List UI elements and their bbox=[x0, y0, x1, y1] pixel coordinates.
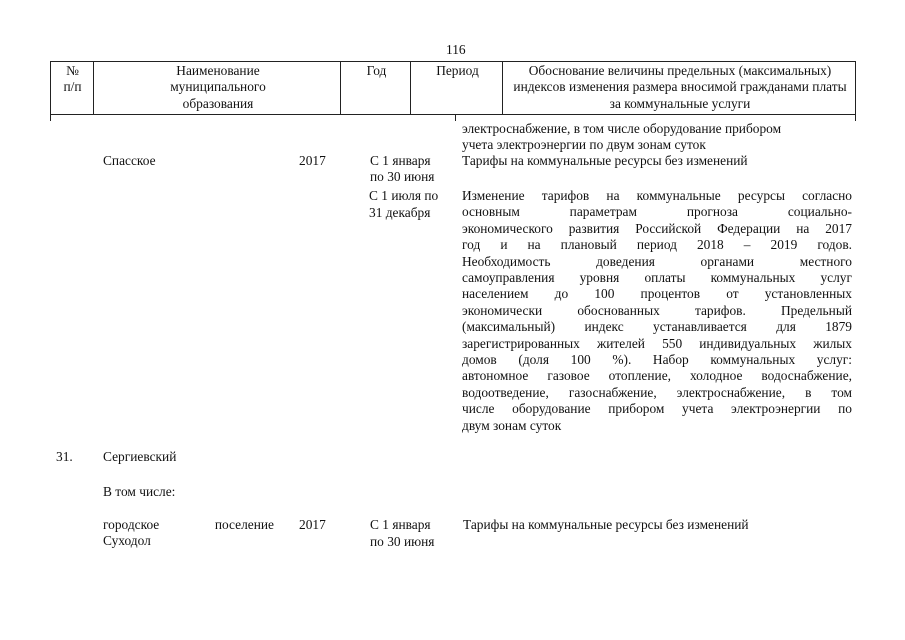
header-num-text: № п/п bbox=[63, 63, 82, 95]
continuation-line: учета электроэнергии по двум зонам суток bbox=[462, 137, 706, 152]
name-line: городское поселение bbox=[103, 517, 274, 532]
paragraph-line: Изменение тарифов на коммунальные ресурсы согласно bbox=[462, 188, 852, 203]
header-year bbox=[342, 62, 411, 114]
paragraph-line: (максимальный) индекс устанавливается для 1879 bbox=[462, 319, 852, 335]
header-divider bbox=[502, 61, 503, 115]
municipality-name bbox=[103, 517, 274, 550]
header-name-text: Наименование муниципального образования bbox=[170, 63, 266, 111]
period-value: 31 декабря bbox=[369, 205, 431, 220]
paragraph-line: населением до 100 процентов от установленных bbox=[462, 286, 852, 302]
header-tick bbox=[50, 114, 51, 121]
paragraph-line: автономное газовое отопление, холодное водоснабжение, bbox=[462, 368, 852, 384]
paragraph-line: Необходимость доведения органами местного bbox=[462, 253, 852, 269]
paragraph-line: основным параметрам прогноза социально- bbox=[462, 204, 852, 220]
header-tick bbox=[455, 114, 456, 121]
justification-text: Тарифы на коммунальные ресурсы без изменений bbox=[462, 153, 748, 168]
paragraph-line: зарегистрированных жителей 550 индивидуальных жилых bbox=[462, 335, 852, 351]
table-header bbox=[50, 61, 856, 115]
header-period bbox=[412, 62, 503, 114]
period-value: по 30 июня bbox=[370, 169, 435, 184]
header-divider bbox=[410, 61, 411, 115]
period-value: С 1 января bbox=[370, 153, 431, 168]
header-tick bbox=[855, 114, 856, 121]
municipality-name: Сергиевский bbox=[103, 449, 177, 464]
year-value: 2017 bbox=[299, 517, 326, 532]
paragraph-line: самоуправления уровня оплаты коммунальных услуг bbox=[462, 270, 852, 286]
header-period-text: Период bbox=[436, 63, 479, 78]
header-year-text: Год bbox=[366, 63, 387, 78]
paragraph-line: числе оборудование прибором учета электроэнергии по bbox=[462, 401, 852, 417]
name-line: Суходол bbox=[103, 533, 151, 549]
period-value: С 1 января bbox=[370, 517, 431, 532]
year-value: 2017 bbox=[299, 153, 326, 168]
justification-text: Тарифы на коммунальные ресурсы без изменений bbox=[463, 517, 749, 532]
paragraph-line: экономически обоснованных тарифов. Предельный bbox=[462, 302, 852, 318]
paragraph-line: двум зонам суток bbox=[462, 417, 562, 433]
header-justification bbox=[504, 62, 856, 114]
page-number: 116 bbox=[446, 42, 466, 57]
continuation-line: электроснабжение, в том числе оборудование прибором bbox=[462, 121, 782, 136]
justification-paragraph bbox=[462, 188, 852, 434]
period-value: С 1 июля по bbox=[369, 188, 439, 203]
header-name bbox=[95, 62, 341, 114]
paragraph-line: домов (доля 100 %). Набор коммунальных услуг: bbox=[462, 352, 852, 368]
header-num bbox=[51, 62, 94, 114]
municipality-name: Спасское bbox=[103, 153, 156, 168]
paragraph-line: экономического развития Российской Федерации на 2017 bbox=[462, 220, 852, 236]
row-number: 31. bbox=[56, 449, 73, 464]
period-value: по 30 июня bbox=[370, 534, 435, 549]
header-justification-text: Обоснование величины предельных (максимальных) индексов изменения размера вносимой гражданами платы за коммунальные услуги bbox=[513, 63, 847, 111]
paragraph-line: водоотведение, газоснабжение, электроснабжение, в том bbox=[462, 384, 852, 400]
paragraph-line: год и на плановый период 2018 – 2019 годов. bbox=[462, 237, 852, 253]
including-label: В том числе: bbox=[103, 484, 176, 499]
header-divider bbox=[340, 61, 341, 115]
header-divider bbox=[93, 61, 94, 115]
